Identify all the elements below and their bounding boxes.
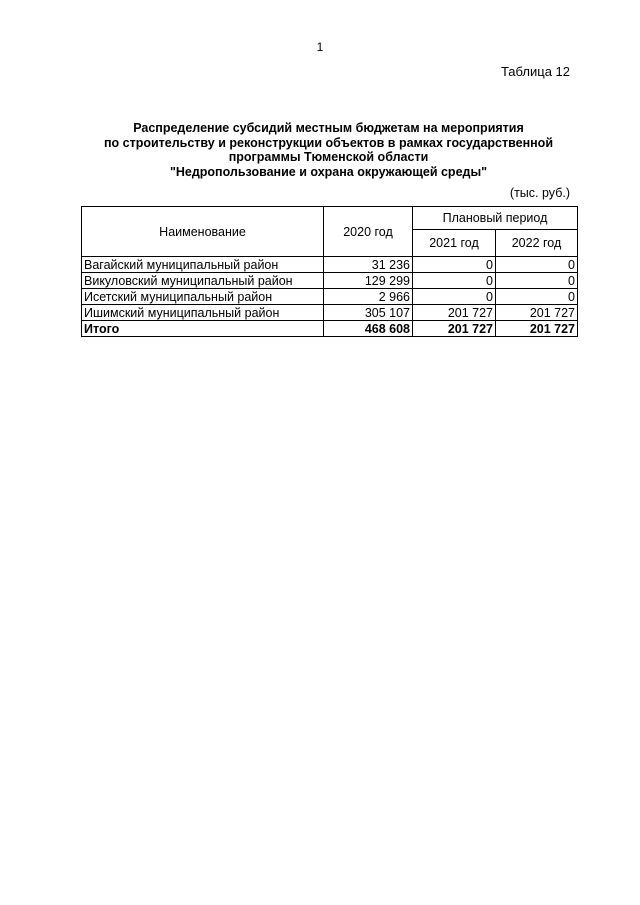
table-row	[82, 257, 578, 273]
row-2020: 305 107	[324, 305, 413, 321]
unit-note: (тыс. руб.)	[509, 186, 570, 200]
table-header-row	[82, 207, 578, 230]
table-row	[82, 273, 578, 289]
table-label: Таблица 12	[500, 64, 570, 79]
row-2021: 0	[413, 273, 496, 289]
header-2022: 2022 год	[496, 230, 578, 257]
row-2020: 31 236	[324, 257, 413, 273]
row-2022: 0	[496, 257, 578, 273]
document-title	[80, 121, 577, 179]
total-2021: 201 727	[413, 321, 496, 337]
row-2021: 0	[413, 257, 496, 273]
title-line: "Недропользование и охрана окружающей среды"	[169, 164, 488, 179]
row-name: Викуловский муниципальный район	[82, 273, 324, 289]
table-total-row	[82, 321, 578, 337]
row-2022: 201 727	[496, 305, 578, 321]
row-2022: 0	[496, 289, 578, 305]
total-2022: 201 727	[496, 321, 578, 337]
row-2020: 2 966	[324, 289, 413, 305]
row-2021: 0	[413, 289, 496, 305]
row-name: Исетский муниципальный район	[82, 289, 324, 305]
row-2022: 0	[496, 273, 578, 289]
title-line: программы Тюменской области	[228, 150, 429, 164]
total-name: Итого	[82, 321, 324, 337]
row-name: Ишимский муниципальный район	[82, 305, 324, 321]
title-line: Распределение субсидий местным бюджетам на мероприятия	[133, 121, 524, 135]
total-2020: 468 608	[324, 321, 413, 337]
subsidy-table	[81, 206, 578, 337]
header-2021: 2021 год	[413, 230, 496, 257]
table-row	[82, 289, 578, 305]
row-name: Вагайский муниципальный район	[82, 257, 324, 273]
header-name: Наименование	[82, 207, 324, 257]
row-2020: 129 299	[324, 273, 413, 289]
page-number: 1	[316, 40, 324, 54]
header-planned-period: Плановый период	[413, 207, 578, 230]
header-2020: 2020 год	[324, 207, 413, 257]
table-row	[82, 305, 578, 321]
title-line: по строительству и реконструкции объектов в рамках государственной	[103, 135, 554, 150]
row-2021: 201 727	[413, 305, 496, 321]
